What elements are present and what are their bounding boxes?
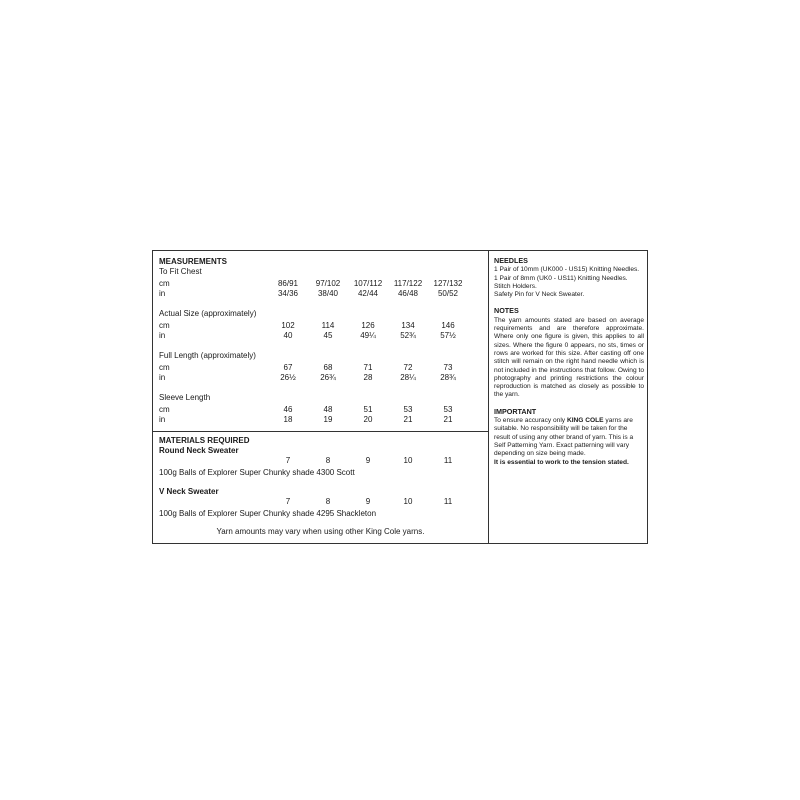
value-cell: 40 [283,331,293,340]
column-divider [488,251,489,543]
value-cell: 50/52 [437,289,459,298]
value-cell: 19 [323,415,333,424]
value-cell: 21 [403,415,413,424]
important-text-start: To ensure accuracy only [494,417,567,425]
value-cell: 7 [285,456,291,465]
value-cell: 72 [403,363,413,372]
section-divider [153,431,488,432]
value-cell: 126 [361,321,375,330]
value-cell: 9 [365,456,371,465]
value-cell: 20 [363,415,373,424]
value-cell: 11 [443,456,453,465]
value-cell: 38/40 [317,289,339,298]
unit-label: cm [159,279,170,288]
important-text [494,417,644,458]
notes-heading: NOTES [494,306,519,316]
value-cell: 46 [283,405,293,414]
unit-label: cm [159,363,170,372]
value-cell: 117/122 [393,279,423,288]
value-cell: 146 [441,321,455,330]
group-label-actual-size: Actual Size (approximately) [159,309,257,318]
needles-line: 1 Pair of 8mm (UK0 - US11) Knitting Needles. [494,274,628,282]
value-cell: 45 [323,331,333,340]
value-cell: 102 [281,321,295,330]
value-cell: 86/91 [277,279,299,288]
material-title-round-neck: Round Neck Sweater [159,446,239,455]
value-cell: 127/132 [433,279,463,288]
unit-label: cm [159,321,170,330]
value-cell: 26½ [280,373,296,382]
value-cell: 51 [363,405,373,414]
value-cell: 53 [403,405,413,414]
unit-label: in [159,289,166,298]
value-cell: 34/36 [277,289,299,298]
group-label-sleeve-length: Sleeve Length [159,393,211,402]
right-column [494,257,644,467]
needles-line: 1 Pair of 10mm (UK000 - US15) Knitting Needles. [494,266,640,274]
brand-name: KING COLE [566,417,604,425]
value-cell: 18 [283,415,293,424]
yarn-footnote: Yarn amounts may vary when using other King Cole yarns. [216,527,425,536]
value-cell: 11 [443,497,453,506]
value-cell: 46/48 [397,289,419,298]
material-title-v-neck: V Neck Sweater [159,487,219,496]
value-cell: 48 [323,405,333,414]
value-cell: 10 [403,456,413,465]
value-cell: 68 [323,363,333,372]
unit-label: in [159,415,166,424]
value-cell: 8 [325,456,331,465]
value-cell: 7 [285,497,291,506]
group-label-full-length: Full Length (approximately) [159,351,256,360]
important-heading: IMPORTANT [494,406,537,416]
unit-label: in [159,373,166,382]
needles-heading: NEEDLES [494,256,528,265]
value-cell: 97/102 [315,279,341,288]
unit-label: in [159,331,166,340]
group-label-chest: To Fit Chest [159,267,202,276]
value-cell: 10 [403,497,413,506]
value-cell: 42/44 [357,289,379,298]
value-cell: 49¼ [360,331,376,340]
value-cell: 67 [283,363,293,372]
value-cell: 26¾ [320,373,336,382]
value-cell: 21 [443,415,453,424]
value-cell: 73 [443,363,453,372]
value-cell: 107/112 [353,279,383,288]
value-cell: 28 [363,373,373,382]
needles-line: Stitch Holders. [494,282,537,290]
needles-line: Safety Pin for V Neck Sweater. [494,291,585,299]
material-description: 100g Balls of Explorer Super Chunky shade 4295 Shackleton [159,509,377,518]
value-cell: 134 [401,321,415,330]
value-cell: 28¼ [400,373,416,382]
important-text-end: yarns are suitable. No responsibility will be taken for the result of using any other brand of yarn. This is a Self Patterning Yarn. Exact patterning will vary depending on size being made. [494,417,634,458]
material-description: 100g Balls of Explorer Super Chunky shade 4300 Scott [159,468,355,477]
value-cell: 53 [443,405,453,414]
value-cell: 71 [363,363,373,372]
measurements-heading: MEASUREMENTS [159,257,228,266]
value-cell: 28¾ [440,373,456,382]
value-cell: 57½ [440,331,456,340]
tension-warning: It is essential to work to the tension stated. [494,458,629,466]
pattern-info-table [152,250,648,544]
value-cell: 52¾ [400,331,416,340]
value-cell: 9 [365,497,371,506]
unit-label: cm [159,405,170,414]
notes-text: The yarn amounts stated are based on average requirements and are therefore approximate. Where only one figure is given, this applies to all sizes. Where the figure 0 appears, no sts, times or rows are worked for this size. After casting off one stitch will remain on the right hand needle which is not included in the instructions that follow. Owing to photography and printing restrictions the colour reproduction is matched as closely as possible to the yarn. [494,316,644,399]
value-cell: 114 [321,321,335,330]
materials-heading: MATERIALS REQUIRED [159,436,250,445]
value-cell: 8 [325,497,331,506]
